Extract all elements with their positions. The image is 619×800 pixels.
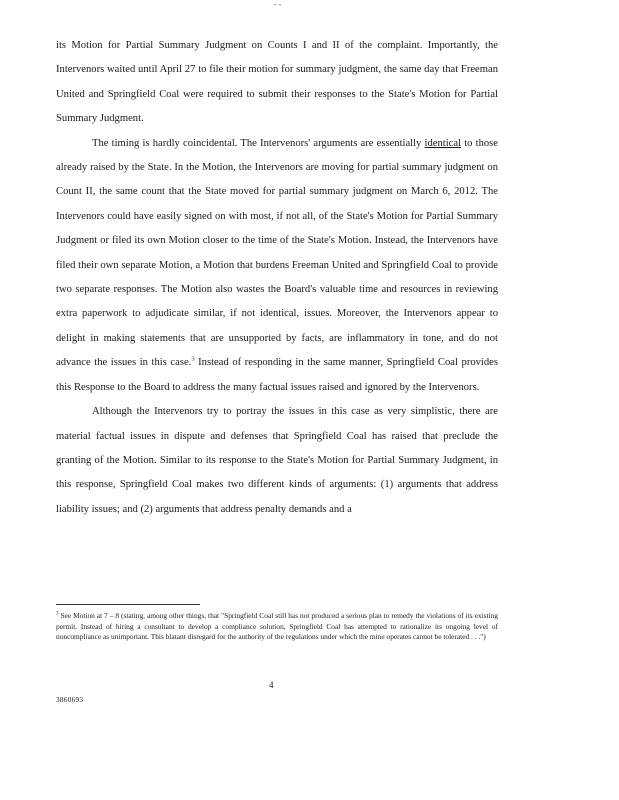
page-number: 4: [269, 680, 274, 690]
paragraph-2-text-start: The timing is hardly coincidental. The Intervenors' arguments are essentially: [92, 137, 425, 149]
footnote: [56, 611, 498, 643]
paragraph-2: [56, 132, 498, 400]
footnote-divider: [56, 604, 200, 605]
document-id: 3860693: [56, 696, 84, 704]
underlined-word: identical: [424, 137, 462, 149]
paragraph-3: Although the Intervenors try to portray the issues in this case as very simplistic, there are material factual issues in dispute and defenses that Springfield Coal has raised that preclude the granting of the Motion. Similar to its response to the State's Motion for Partial Summary Judgment, in this response, Springfield Coal makes two different kinds of arguments: (1) arguments that address liability issues; and (2) arguments that address penalty demands and a: [56, 406, 498, 515]
paragraph-2-text-middle: to those already raised by the State. In the Motion, the Intervenors are moving for partial summary judgment on Count II, the same count that the State moved for partial summary judgment on March 6, 2012. The Intervenors could have easily signed on with most, if not all, of the State's Motion for Partial Summary Judgment or filed its own Motion closer to the time of the State's Motion. Instead, the Intervenors have filed their own separate Motion, a Motion that burdens Freeman United and Springfield Coal to provide two separate responses. The Motion also wastes the Board's valuable time and resources in reviewing extra paperwork to adjudicate similar, if not identical, issues. Moreover, the Intervenors appear to delight in making statements that are unsupported by facts, are inflammatory in tone, and do not advance the issues in this case.: [56, 137, 499, 369]
paragraph-1: its Motion for Partial Summary Judgment on Counts I and II of the complaint. Importantly, the Intervenors waited until April 27 to file their motion for summary judgment, the same day that Freeman United and Springfield Coal were required to submit their responses to the State's Motion for Partial Summary Judgment.: [56, 40, 498, 125]
footnote-text: See Motion at 7 – 8 (stating, among other things, that "Springfield Coal still has not produced a serious plan to remedy the violations of its existing permit. Instead of hiring a consultant to develop a compliance solution, Springfield Coal has attempted to rationalize its ongoing level of noncompliance as unimportant. This blatant disregard for the authority of the regulations under which the mine operates cannot be tolerated . . ."): [56, 611, 498, 642]
footnote-reference[interactable]: 3: [191, 355, 195, 363]
document-body: [56, 34, 498, 522]
paragraph-2-text-end: Instead of responding in the same manner, Springfield Coal provides this Response to the Board to address the many factual issues raised and ignored by the Intervenors.: [56, 357, 499, 393]
footnote-number: 3: [56, 611, 59, 617]
header-mark: - -: [274, 0, 282, 9]
